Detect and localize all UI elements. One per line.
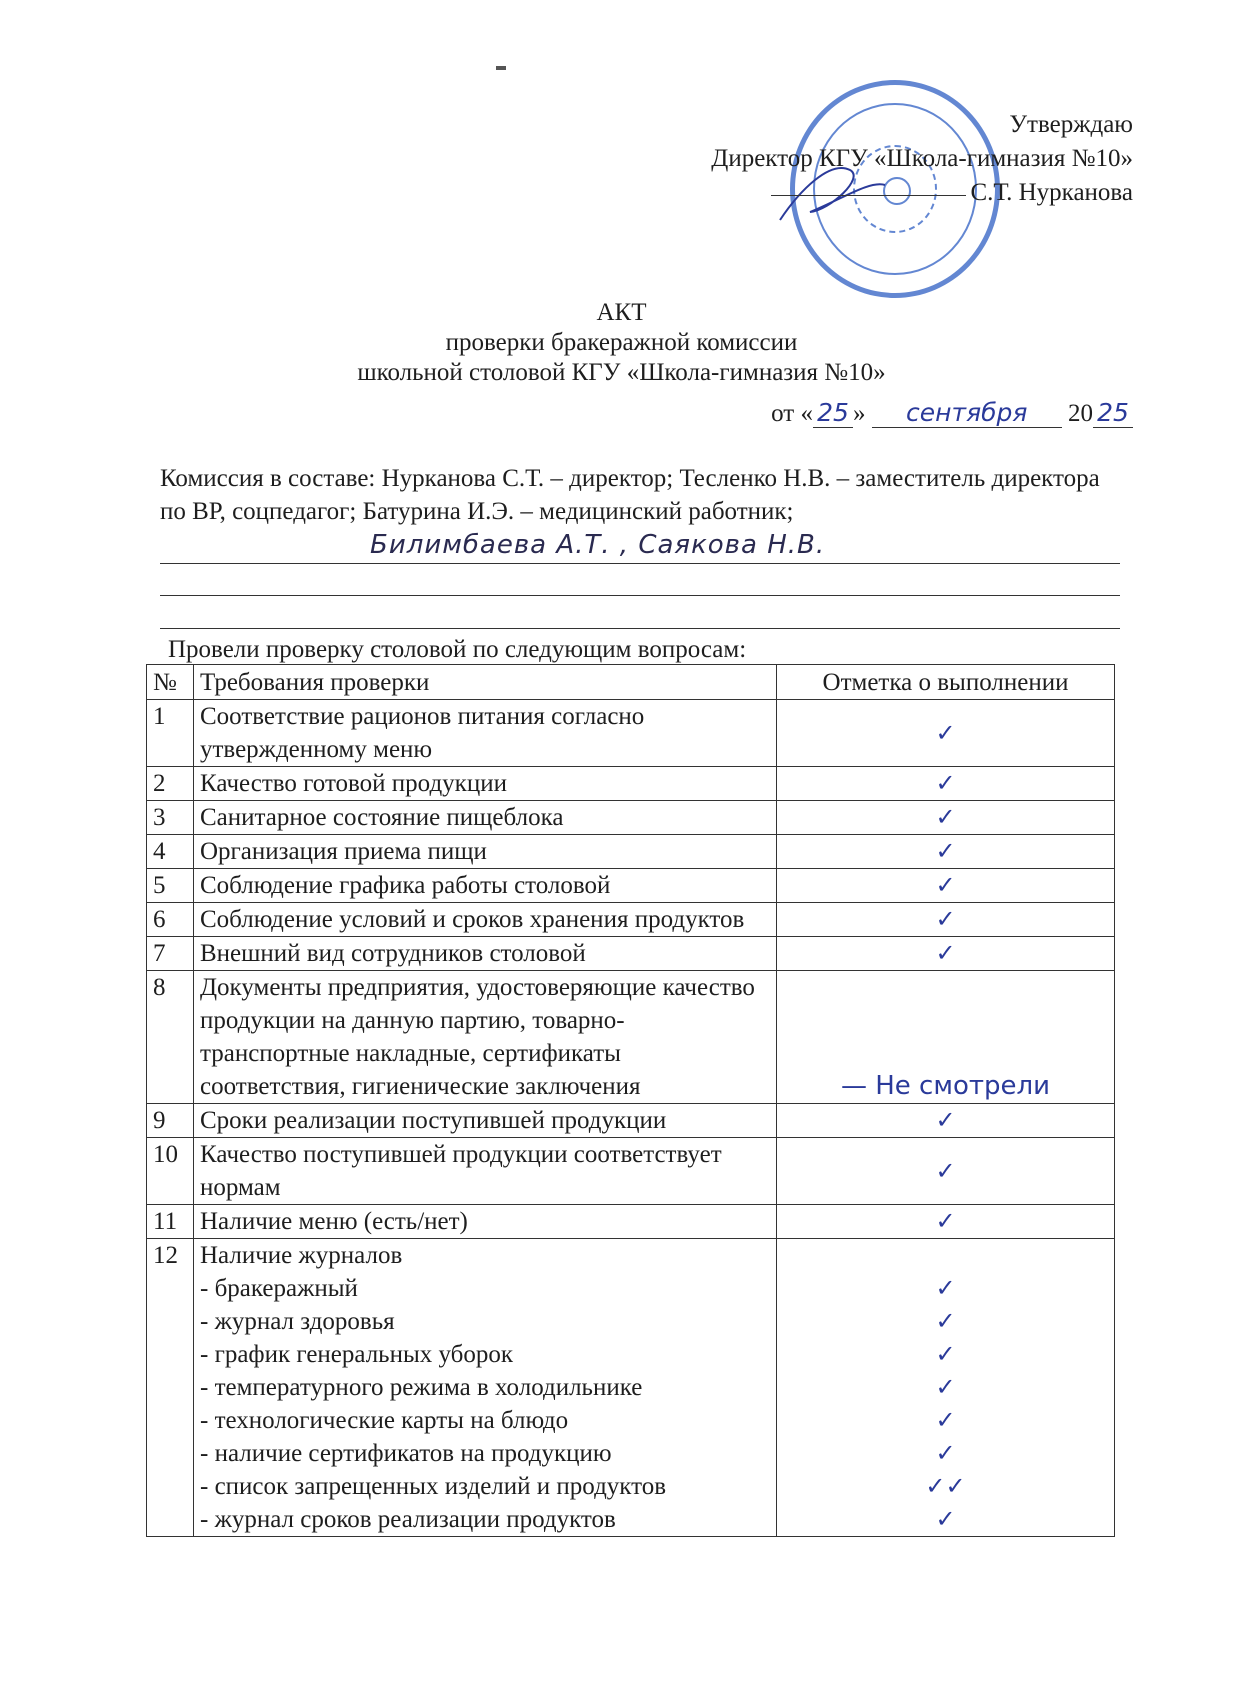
journal-item: - технологические карты на блюдо (200, 1407, 569, 1434)
commission-members-handwritten: Билимбаева А.Т. , Саякова Н.В. (370, 530, 826, 560)
check-mark: ✓✓ (925, 1472, 966, 1500)
table-row: 10 Качество поступившей продукции соответствует нормам ✓ (147, 1138, 1115, 1205)
table-row: 5 Соблюдение графика работы столовой ✓ (147, 869, 1115, 903)
table-row: 1 Соответствие рационов питания согласно утвержденному меню ✓ (147, 700, 1115, 767)
approval-heading: Утверждаю (1009, 111, 1133, 138)
journals-marks (777, 1239, 1115, 1537)
approval-signer: С.Т. Нурканова (970, 179, 1133, 206)
table-row: 8 Документы предприятия, удостоверяющие качество продукции на данную партию, товарно-транспортные накладные, сертификаты соответствия, гигиенические заключения — Не смотрели (147, 971, 1115, 1104)
check-mark: ✓ (777, 700, 1115, 767)
check-mark: ✓ (935, 1505, 956, 1533)
journal-item: - график генеральных уборок (200, 1341, 514, 1368)
journal-item: - температурного режима в холодильнике (200, 1374, 643, 1401)
title-sub2: школьной столовой КГУ «Школа-гимназия №10» (357, 359, 886, 386)
act-date: от « 25 » сентября 20 25 (771, 398, 1133, 428)
check-mark: ✓ (777, 801, 1115, 835)
check-mark: ✓ (935, 1439, 956, 1467)
header-requirement: Требования проверки (194, 665, 777, 700)
check-mark: ✓ (777, 937, 1115, 971)
check-mark: ✓ (777, 1205, 1115, 1239)
check-mark: ✓ (935, 1307, 956, 1335)
title-sub1: проверки бракеражной комиссии (445, 329, 798, 356)
table-row: 7 Внешний вид сотрудников столовой ✓ (147, 937, 1115, 971)
check-mark: ✓ (777, 903, 1115, 937)
journal-item: - журнал сроков реализации продуктов (200, 1506, 616, 1533)
signature-line (771, 195, 966, 196)
journal-item: - наличие сертификатов на продукцию (200, 1440, 612, 1467)
title-main: АКТ (596, 299, 647, 326)
underline-1 (160, 563, 1120, 564)
journals-title: Наличие журналов (200, 1242, 403, 1269)
journals-list (194, 1239, 777, 1537)
table-row-journals: 12 Наличие журналов - бракеражный - журнал здоровья - график генеральных уборок - температурного режима в холодильнике - технологические карты на блюдо - наличие сертификатов на продукцию - список запрещенных изделий и продуктов - журнал сроков реализации продуктов ✓ ✓ ✓ ✓ ✓ ✓ ✓✓ ✓ (147, 1239, 1115, 1537)
check-mark: ✓ (777, 1138, 1115, 1205)
check-mark: ✓ (935, 1406, 956, 1434)
check-mark: ✓ (777, 1104, 1115, 1138)
table-row: 6 Соблюдение условий и сроков хранения продуктов ✓ (147, 903, 1115, 937)
date-year: 25 (1093, 398, 1133, 428)
act-title (0, 298, 1243, 388)
header-mark: Отметка о выполнении (777, 665, 1115, 700)
check-mark: ✓ (935, 1274, 956, 1302)
check-mark: ✓ (777, 869, 1115, 903)
table-row: 11 Наличие меню (есть/нет) ✓ (147, 1205, 1115, 1239)
approval-position: Директор КГУ «Школа-гимназия №10» (711, 145, 1133, 172)
journal-item: - журнал здоровья (200, 1308, 395, 1335)
check-mark: ✓ (777, 835, 1115, 869)
date-day: 25 (813, 398, 853, 428)
underline-2 (160, 595, 1120, 596)
check-mark: ✓ (935, 1340, 956, 1368)
journal-item: - бракеражный (200, 1275, 358, 1302)
approval-block (711, 108, 1133, 210)
handwritten-note: — Не смотрели (777, 971, 1115, 1104)
date-month: сентября (872, 398, 1062, 428)
check-mark: ✓ (777, 767, 1115, 801)
journal-item: - список запрещенных изделий и продуктов (200, 1473, 667, 1500)
commission-text: Комиссия в составе: Нурканова С.Т. – директор; Тесленко Н.В. – заместитель директора по ВР, соцпедагог; Батурина И.Э. – медицинский работник; (160, 465, 1100, 525)
scan-speck (496, 66, 506, 70)
check-mark: ✓ (935, 1373, 956, 1401)
table-header-row (147, 665, 1115, 700)
header-num: № (147, 665, 194, 700)
checks-table (146, 664, 1115, 1537)
table-row: 4 Организация приема пищи ✓ (147, 835, 1115, 869)
table-row: 3 Санитарное состояние пищеблока ✓ (147, 801, 1115, 835)
intro-text: Провели проверку столовой по следующим вопросам: (168, 636, 747, 663)
underline-3 (160, 628, 1120, 629)
table-row: 2 Качество готовой продукции ✓ (147, 767, 1115, 801)
table-row: 9 Сроки реализации поступившей продукции ✓ (147, 1104, 1115, 1138)
